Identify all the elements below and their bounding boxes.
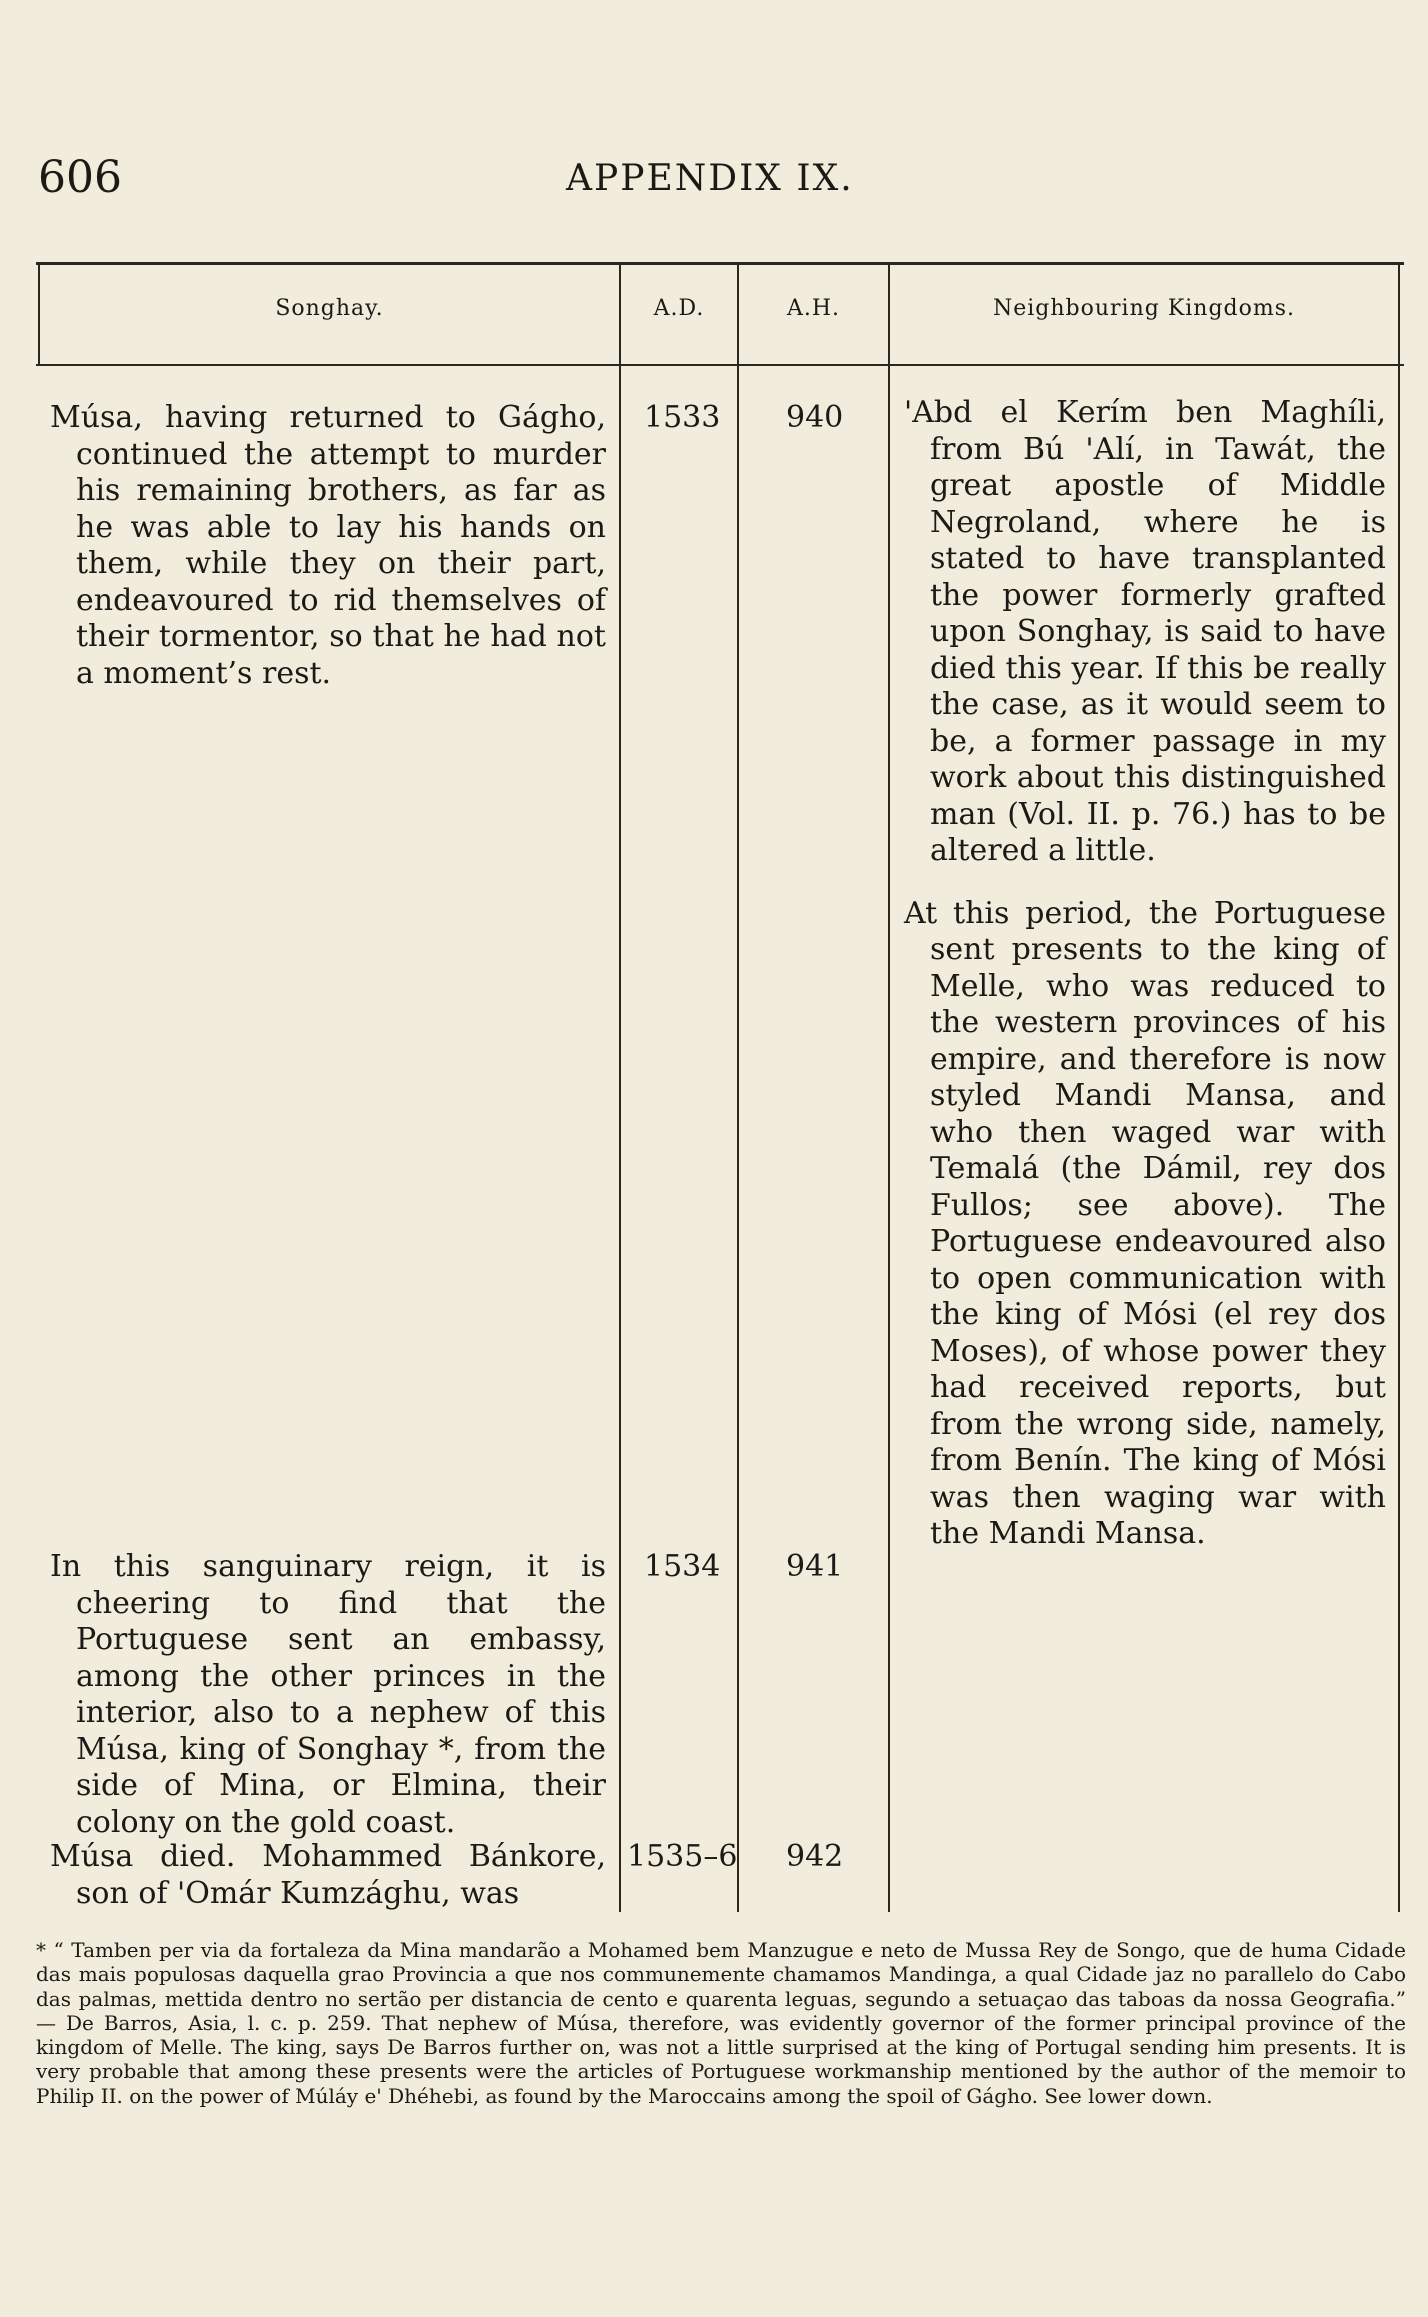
column-divider-2 — [737, 262, 739, 1912]
neighbouring-paragraph: At this period, the Portuguese sent presents to the king of Melle, who was reduced to the western provinces of his empire, and therefore is now styled Mandi Mansa, and who then waged war with Temalá (the Dámil, rey dos Fullos; see above). The Portuguese endeavoured also to open communication with the king of Mósi (el rey dos Moses), of whose power they had received reports, but from the wrong side, namely, from Benín. The king of Mósi was then waging war with the Mandi Mansa. — [904, 895, 1386, 1551]
songhay-paragraph: Músa died. Mohammed Bánkore, son of 'Omár Kumzághu, was — [50, 1839, 606, 1911]
songhay-paragraph: Músa, having returned to Gágho, continued the attempt to murder his remaining brothers, as far as he was able to lay his hands on them, while they on their part, endeavoured to rid themselves of their tormentor, so that he had not a moment’s rest. — [50, 400, 606, 691]
ah-941: 941 — [786, 1549, 844, 1584]
neighbouring-paragraph: 'Abd el Kerím ben Maghíli, from Bú 'Alí, in Tawát, the great apostle of Middle Negroland, where he is stated to have transplanted the power formerly grafted upon Songhay, is said to have died this year. If this be really the case, as it would seem to be, a former passage in my work about this distinguished man (Vol. II. p. 76.) has to be altered a little. — [904, 395, 1386, 868]
column-divider-1 — [619, 262, 621, 1912]
ad-1535-6: 1535–6 — [627, 1839, 738, 1874]
running-head: APPENDIX IX. — [566, 158, 854, 199]
column-divider-right — [1398, 262, 1400, 1912]
footnote: * “ Tamben per via da fortaleza da Mina mandarão a Mohamed bem Manzugue e neto de Mussa Rey de Songo, que de huma Cidade das mais populosas daquella grao Provincia a que nos communemente chamamos Mandinga, a qual Cidade jaz no parallelo do Cabo das palmas, mettida dentro no sertão per distancia de cento e quarenta leguas, segundo a setuaçao das taboas da nossa Geografia.” — De Barros, Asia, l. c. p. 259. That nephew of Músa, therefore, was evidently governor of the former principal province of the kingdom of Melle. The king, says De Barros further on, was not a little surprised at the king of Portugal sending him presents. It is very probable that among these presents were the articles of Portuguese workmanship mentioned by the author of the memoir to Philip II. on the power of Múláy e' Dhéhebi, as found by the Maroccains among the spoil of Gágho. See lower down. — [36, 1938, 1406, 2108]
songhay-entry-1533 — [50, 400, 606, 692]
column-header-ad: A.D. — [653, 296, 705, 321]
ad-1533: 1533 — [644, 400, 721, 435]
ah-942: 942 — [786, 1839, 844, 1874]
songhay-entry-1535 — [50, 1839, 606, 1912]
neighbouring-entry-1533 — [904, 395, 1386, 1553]
table-top-rule — [36, 262, 1404, 265]
header-bottom-rule — [36, 364, 1404, 366]
column-header-ah: A.H. — [786, 296, 841, 321]
songhay-entry-1534 — [50, 1549, 606, 1841]
ad-1534: 1534 — [644, 1549, 721, 1584]
songhay-paragraph: In this sanguinary reign, it is cheering to find that the Portuguese sent an embassy, among the other princes in the interior, also to a nephew of this Músa, king of Songhay *, from the side of Mina, or Elmina, their colony on the gold coast. — [50, 1549, 606, 1840]
page-number: 606 — [38, 152, 122, 203]
column-header-songhay: Songhay. — [275, 296, 384, 321]
column-divider-3 — [888, 262, 890, 1912]
column-header-neighbouring: Neighbouring Kingdoms. — [992, 296, 1296, 321]
ah-940: 940 — [786, 400, 844, 435]
